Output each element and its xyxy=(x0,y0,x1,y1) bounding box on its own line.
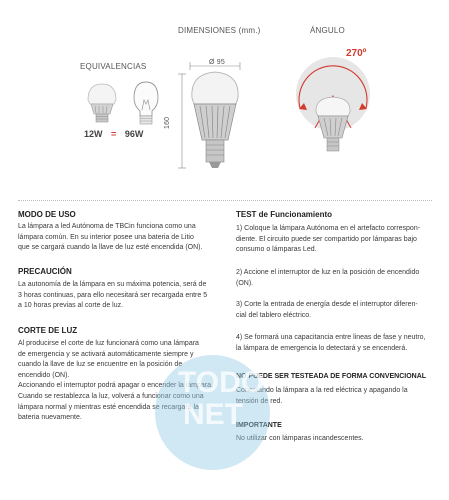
step-line: la lámpara de emergencia lo detectará y se encenderá. xyxy=(236,344,408,352)
dimensiones-label: DIMENSIONES (mm.) xyxy=(178,26,261,35)
corte-line: Al producirse el corte de luz funcionará como una lámpara xyxy=(18,340,199,347)
step-line: 3) Corte la entrada de energía desde el interruptor diferen- xyxy=(236,301,418,308)
corte-de-luz-text xyxy=(18,339,213,424)
step-line: (ON). xyxy=(236,279,254,287)
step-line: 2) Accione el interruptor de luz en la posición de encendido xyxy=(236,269,420,276)
watt-incandescent-value: 96W xyxy=(124,129,144,139)
corte-line: bateria nuevamente. xyxy=(18,414,82,422)
step-line: diente. El circuito puede ser compartido por lámparas bajo xyxy=(236,235,417,243)
height-label: 160 xyxy=(164,116,171,129)
angulo-label: ÁNGULO xyxy=(310,26,345,35)
modo-de-uso-title: MODO DE USO xyxy=(18,210,76,219)
corte-line: Accionando el interruptor podrá apagar o encender la lámpara. xyxy=(18,382,213,390)
warning-line: tensión de red. xyxy=(236,397,283,405)
modo-line: La lámpara a led Autónoma de TBCin funciona como una xyxy=(18,223,196,230)
corte-line: Cuando se restablezca la luz, volverá a funcionar como una xyxy=(18,392,204,400)
equivalencias-label: EQUIVALENCIAS xyxy=(80,62,147,71)
step-line: 1) Coloque la lámpara Autónoma en el artefacto correspon- xyxy=(236,225,421,232)
step-line: cial del tablero eléctrico. xyxy=(236,311,312,319)
warning-text xyxy=(236,386,408,407)
wattage-equivalence xyxy=(84,129,143,139)
corte-de-luz-title: CORTE DE LUZ xyxy=(18,326,78,335)
corte-line: de emergencia y se activará automáticamente siempre y xyxy=(18,350,194,358)
corte-line: encendido (ON). xyxy=(18,371,70,379)
importante-title: IMPORTANTE xyxy=(236,422,282,429)
modo-line: lámpara común. En su interior posee una bateria de Litio xyxy=(18,233,194,241)
section-divider xyxy=(18,200,432,201)
watt-equals-sign: = xyxy=(111,129,117,139)
test-step-4 xyxy=(236,333,426,354)
precaucion-title: PRECAUCIÓN xyxy=(18,267,72,276)
incandescent-bulb-icon xyxy=(134,82,158,124)
precaucion-line: a 10 horas previas al corte de luz. xyxy=(18,302,124,310)
precaucion-text xyxy=(18,280,207,312)
modo-line: que se cargará cuando la llave de luz esté encendida (ON). xyxy=(18,244,203,252)
test-title: TEST de Funcionamiento xyxy=(236,210,333,219)
diameter-label: Ø 95 xyxy=(209,59,225,66)
test-step-1 xyxy=(236,224,420,256)
test-step-2 xyxy=(236,268,419,289)
angle-value: 270º xyxy=(346,48,367,59)
led-bulb-icon xyxy=(192,72,238,168)
corte-line: cuando la llave de luz se encuentre en la posición de xyxy=(18,361,183,369)
modo-de-uso-text xyxy=(18,222,202,254)
warning-title: NO PUEDE SER TESTEADA DE FORMA CONVENCIONAL xyxy=(236,373,427,380)
angle-bulb-icon xyxy=(316,97,350,151)
step-line: 4) Se formará una capacitancia entre lineas de fase y neutro, xyxy=(236,334,426,341)
step-line: consumo o lámparas Led. xyxy=(236,246,317,254)
corte-line: lámpara normal y mientras esté encendida se recargará la xyxy=(18,403,199,411)
precaucion-line: 3 horas continuas, para ello necesitará ser recargada entre 5 xyxy=(18,291,208,299)
led-bulb-small-icon xyxy=(88,84,116,122)
warning-line: Conectando la lámpara a la red eléctrica y apagando la xyxy=(236,387,408,394)
precaucion-line: La autonomía de la lámpara en su máxima potencia, será de xyxy=(18,281,207,288)
test-step-3 xyxy=(236,300,418,321)
beam-angle-diagram xyxy=(278,38,388,168)
equivalence-bulbs-illustration xyxy=(78,78,168,130)
watermark-line: TODO xyxy=(178,366,265,399)
dimensions-bulb-drawing xyxy=(176,50,256,180)
importante-text: No utilizar con lámparas incandescentes. xyxy=(236,435,364,442)
watt-led-value: 12W xyxy=(84,129,103,139)
watermark-line: NET xyxy=(183,398,243,431)
